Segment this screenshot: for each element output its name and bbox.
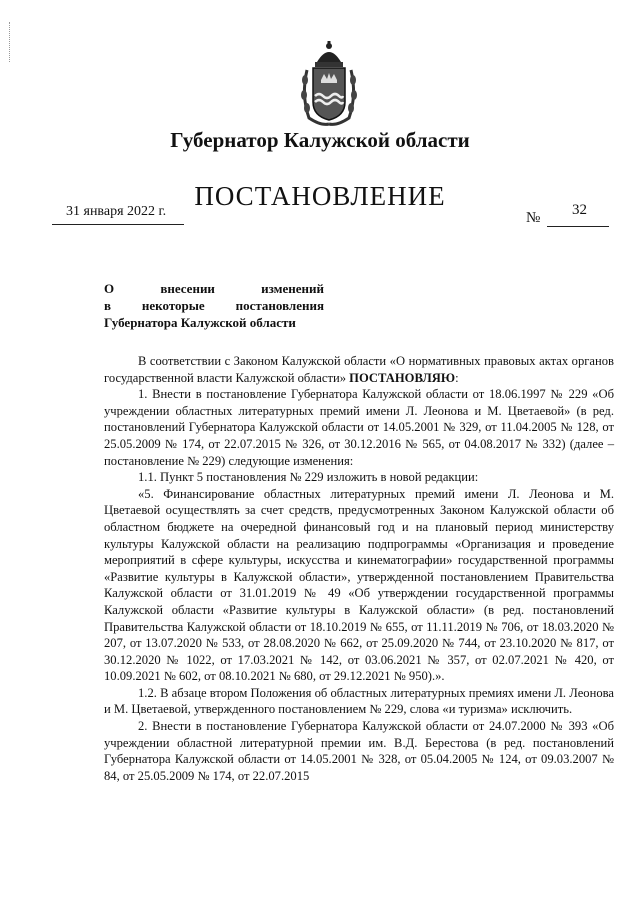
body-paragraph-1-2: 1.2. В абзаце втором Положения об областных литературных премиях имени Л. Леонова и М. Цветаевой, утвержденного постановлением № 229, слова «и туризма» исключить.: [104, 685, 614, 717]
number-value: 32: [572, 202, 587, 218]
resolve-keyword: ПОСТАНОВЛЯЮ: [349, 370, 456, 385]
number-underline: [547, 226, 609, 227]
document-body: [104, 353, 614, 784]
number-sign: №: [526, 210, 541, 226]
kaluga-coat-of-arms-icon: [299, 40, 359, 128]
body-paragraph-1-1: 1.1. Пункт 5 постановления № 229 изложить в новой редакции:: [138, 470, 479, 485]
margin-mark: [9, 22, 11, 62]
subject-line-3: Губернатора Калужской области: [104, 315, 296, 330]
subject-line-1: О внесении изменений: [104, 281, 324, 296]
body-paragraph-1: 1. Внести в постановление Губернатора Калужской области от 18.06.1997 № 229 «Об учреждении областных литературных премий имени Л. Леонова и М. Цветаевой» (в ред. постановлений Губернатора Калужской области от 14.05.2001 № 329, от 11.04.2005 № 128, от 25.05.2009 № 174, от 22.07.2015 № 326, от 30.12.2016 № 565, от 04.08.2017 № 332) (далее – постановление № 229) следующие изменения:: [104, 387, 614, 468]
document-subject: [104, 280, 324, 331]
document-date: 31 января 2022 г.: [66, 204, 167, 219]
subject-line-2: в некоторые постановления: [104, 298, 324, 313]
date-underline: [52, 224, 184, 225]
body-paragraph-quote: «5. Финансирование областных литературных премий имени Л. Леонова и М. Цветаевой осуществлять за счет средств, предусмотренных Законом Калужской области об областном бюджете на очередной финансовый год и на плановый период министерству культуры Калужской области на реализацию подпрограммы «Организация и проведение мероприятий в сфере культуры, искусства и кинематографии» государственной программы «Развитие культуры в Калужской области», утвержденной постановлением Правительства Калужской области от 31.01.2019 № 49 «Об утверждении государственной программы Калужской области «Развитие культуры в Калужской области» (в ред. постановлений Правительства Калужской области от 18.10.2019 № 655, от 11.11.2019 № 706, от 18.03.2020 № 207, от 13.07.2020 № 533, от 28.08.2020 № 662, от 25.09.2020 № 744, от 23.10.2020 № 817, от 30.12.2020 № 1022, от 17.03.2021 № 142, от 03.06.2021 № 357, от 02.07.2021 № 420, от 10.09.2021 № 602, от 08.10.2021 № 680, от 29.12.2021 № 950).».: [104, 486, 614, 684]
document-type-title: ПОСТАНОВЛЕНИЕ: [194, 181, 446, 211]
body-paragraph-preamble: В соответствии с Законом Калужской области «О нормативных правовых актах органов государственной власти Калужской области» ПОСТАНОВЛЯЮ:: [104, 354, 614, 385]
governor-title: Губернатор Калужской области: [170, 128, 470, 152]
body-paragraph-2: 2. Внести в постановление Губернатора Калужской области от 24.07.2000 № 393 «Об учреждении областной литературной премии им. В.Д. Берестова (в ред. постановлений Губернатора Калужской области от 14.05.2001 № 328, от 05.04.2005 № 124, от 09.03.2007 № 84, от 25.05.2009 № 174, от 22.07.2015: [104, 719, 614, 783]
